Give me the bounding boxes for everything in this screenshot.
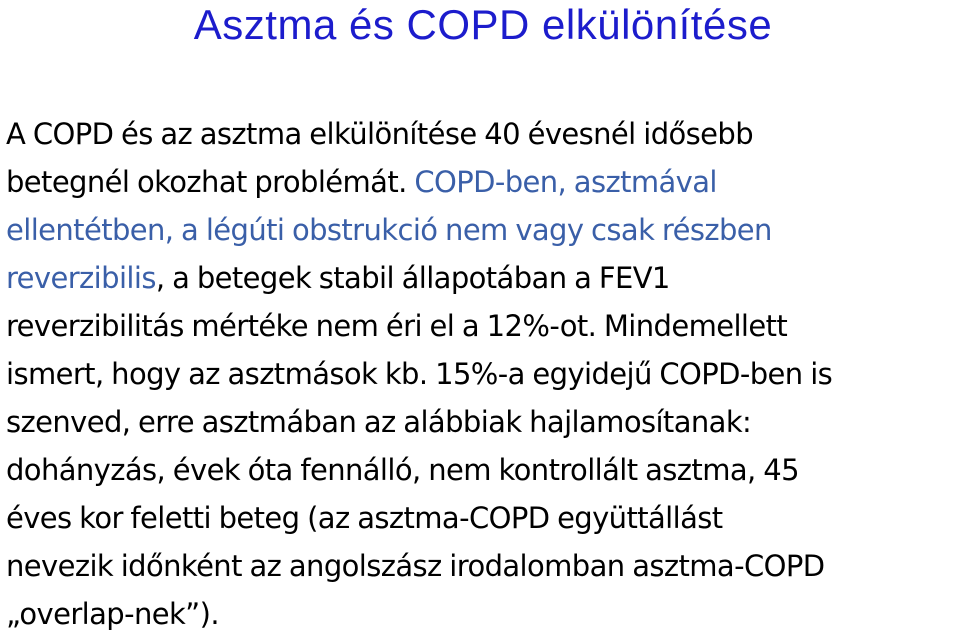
body-line xyxy=(6,158,958,206)
body-text-segment: szenved, erre asztmában az alábbiak hajlamosítanak: xyxy=(6,405,752,439)
slide-title: Asztma és COPD elkülönítése xyxy=(193,1,773,48)
body-line xyxy=(6,398,958,446)
body-text-segment: A COPD és az asztma elkülönítése 40 évesnél idősebb xyxy=(6,117,754,151)
body-line xyxy=(6,542,958,590)
body-text-segment: éves kor feletti beteg (az asztma-COPD együttállást xyxy=(6,501,723,535)
body-text-segment: , a betegek stabil állapotában a FEV1 xyxy=(155,261,670,295)
body-line xyxy=(6,302,958,350)
body-text-segment: „overlap-nek”). xyxy=(6,597,219,631)
body-line xyxy=(6,590,958,638)
body-line xyxy=(6,350,958,398)
body-text-segment: ismert, hogy az asztmások kb. 15%-a egyidejű COPD-ben is xyxy=(6,357,833,391)
body-line xyxy=(6,254,958,302)
body-line xyxy=(6,446,958,494)
body-text-segment: betegnél okozhat problémát. xyxy=(6,165,415,199)
body-text-segment: nevezik időnként az angolszász irodalomban asztma-COPD xyxy=(6,549,825,583)
body-text-segment: dohányzás, évek óta fennálló, nem kontrollált asztma, 45 xyxy=(6,453,799,487)
slide-body-text xyxy=(6,110,958,638)
body-line xyxy=(6,110,958,158)
body-line xyxy=(6,494,958,542)
highlighted-text: ellentétben, a légúti obstrukció nem vagy csak részben xyxy=(6,213,772,247)
highlighted-text: COPD-ben, asztmával xyxy=(414,165,717,199)
highlighted-text: reverzibilis xyxy=(6,261,156,295)
body-line xyxy=(6,206,958,254)
body-text-segment: reverzibilitás mértéke nem éri el a 12%-ot. Mindemellett xyxy=(6,309,788,343)
